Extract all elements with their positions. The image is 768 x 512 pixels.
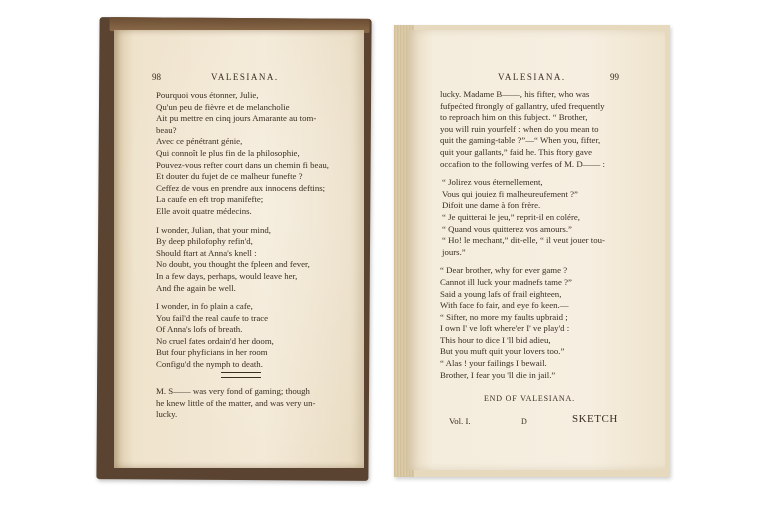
english-poem-stanza-2 [156,301,329,371]
poem-line: “ Ho! le mechant,” dit-elle, “ il veut jouer tou- [442,235,605,246]
poem-line: I wonder, in fo plain a cafe, [156,301,253,312]
french-poem-stanza [156,90,329,218]
paragraph-line: lucky. Madame B——, his fifter, who was [440,89,590,99]
poem-line: Cannot ill luck your madnefs tame ?” [440,276,572,287]
poem-line: By deep philofophy refin'd, [156,236,253,247]
poem-line: “ Je quitterai le jeu,” reprit-il en colére, [442,211,580,222]
right-page-body [440,89,605,381]
poem-line: In a few days, perhaps, would leave her, [156,270,298,281]
poem-line: “ Jolirez vous éternellement, [442,177,543,188]
poem-line: Ait pu mettre en cinq jours Amarante au tom- [156,113,317,124]
paragraph-line: fufpećted ftrongly of gallantry, ufed frequently [440,100,605,111]
right-running-head: VALESIANA. [498,72,566,82]
poem-line: No cruel fates ordain'd her doom, [156,335,274,346]
poem-line: But you muft quit your lovers too.” [440,346,565,357]
section-divider-ornament [221,372,261,378]
paragraph-line: he knew little of the matter, and was very un- [156,397,316,408]
catchword: SKETCH [572,413,618,425]
paragraph-line: quit your gallants,” faid he. This ftory gave [440,146,593,157]
poem-line: Elle avoit quatre médecins. [156,205,252,216]
poem-line: Pourquoi vous étonner, Julie, [156,90,259,100]
poem-line: Pouvez-vous refter court dans un chemin fi beau, [156,159,329,170]
poem-line: Of Anna's lofs of breath. [156,324,243,335]
poem-line: Et douter du fujet de ce malheur funefte ? [156,171,303,182]
paragraph-line: you will ruin yourfelf : when do you mean to [440,123,599,134]
paragraph-line: M. S—— was very fond of gaming; though [156,386,310,396]
poem-line: jours.” [442,246,466,257]
signature-mark: D [521,417,527,426]
poem-line: Should ftart at Anna's knell : [156,247,257,258]
poem-line: You fail'd the real caufe to trace [156,312,269,323]
poem-line: Configu'd the nymph to death. [156,359,263,370]
poem-line: With face fo fair, and eye fo keen.— [440,300,569,311]
poem-line: Avec ce pénétrant génie, [156,136,243,147]
poem-line: I wonder, Julian, that your mind, [156,224,271,235]
poem-line: No doubt, you thought the fpleen and fever, [156,259,310,270]
english-verse [440,265,605,381]
poem-line: This hour to dice I 'll bid adieu, [440,334,551,345]
left-running-head: VALESIANA. [211,72,279,82]
poem-line: But four phyficians in her room [156,347,268,358]
poem-line: “ Dear brother, why for ever game ? [440,265,568,276]
left-page-footer-paragraph [156,386,315,421]
right-page-number: 99 [610,72,619,82]
poem-line: I own I' ve loft where'er I' ve play'd : [440,323,570,334]
english-poem-stanza-1 [156,225,329,295]
end-of-section-text: END OF VALESIANA. [484,394,575,403]
poem-line: Qu'un peu de fièvre et de melancholie [156,101,290,112]
paragraph-line: quit the gaming-table ?”—“ When you, fifter, [440,135,601,146]
poem-line: Said a young lafs of frail eighteen, [440,288,562,299]
french-verse [440,177,605,258]
poem-line: “ Quand vous quitterez vos amours.” [442,223,572,234]
left-page-number: 98 [152,72,161,82]
poem-line: Vous qui jouiez fi malheureufement ?” [442,188,578,199]
poem-line: Ceffez de vous en prendre aux innocens deftins; [156,182,326,193]
paragraph-line: occafion to the following verfes of M. D—— : [440,158,605,169]
left-page-body [156,90,329,371]
poem-line: beau? [156,124,177,135]
volume-number: Vol. I. [449,416,471,426]
paragraph-line: to reproach him on this fubject. “ Brother, [440,112,588,123]
poem-line: “ Sifter, no more my faults upbraid ; [440,311,568,322]
poem-line: Qui connoît le plus fin de la philosophie, [156,147,300,158]
prose-paragraph [440,89,605,170]
poem-line: Brother, I fear you 'll die in jail.” [440,369,556,380]
poem-line: And fhe again be well. [156,282,236,293]
paragraph-line: lucky. [156,409,178,420]
poem-line: Difoit une dame à fon frère. [442,200,541,211]
poem-line: “ Alas ! your failings I bewail. [440,358,547,369]
poem-line: La caufe en eft trop manifefte; [156,194,264,205]
